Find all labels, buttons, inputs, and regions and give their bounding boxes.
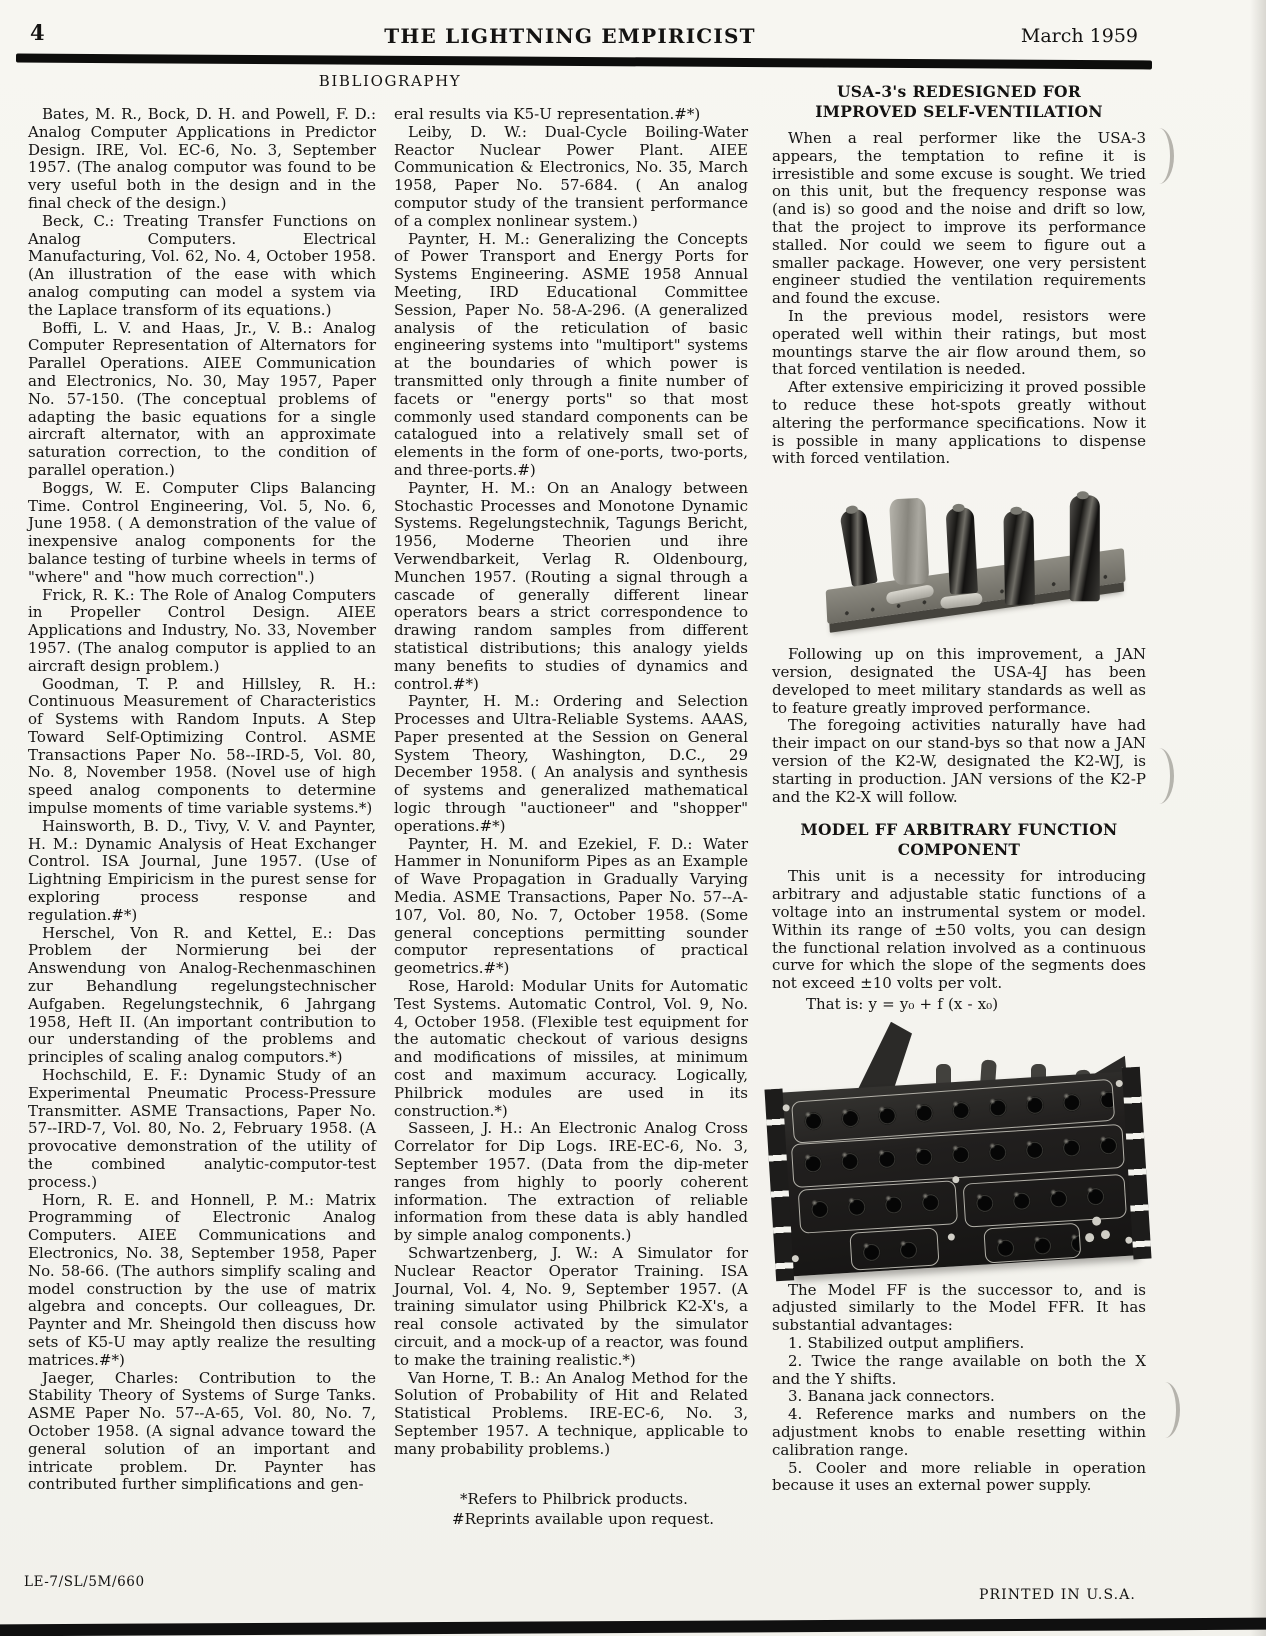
banana-jack [1092, 1216, 1102, 1226]
bib-entry-leiby: Leiby, D. W.: Dual-Cycle Boiling-Water Reactor Nuclear Power Plant. AIEE Communication & Electronics, No. 35, March 1958, Paper No. 57-684. ( An analog computor study of the transient performance of a complex nonlinear system.) [394, 122, 748, 230]
model-ff-photo [776, 1020, 1144, 1272]
usa3-heading-line2: IMPROVED SELF-VENTILATION [815, 101, 1103, 121]
scan-edge-shadow [1250, 0, 1266, 1636]
front-panel-shape [779, 1071, 1138, 1276]
panel-screw [1116, 1079, 1123, 1086]
bib-entry-paynter-3: Paynter, H. M.: Ordering and Selection Processes and Ultra-Reliable Systems. AAAS, Paper presented at the Session on General System Theory, Washington, D.C., 29 December 1958. ( An analysis and synthesis of systems and generalized mathematical logic through "auctioneer" and "shopper" operations.#*) [394, 692, 748, 835]
bib-entry-boffi: Boffi, L. V. and Haas, Jr., V. B.: Analog Computer Representation of Alternators for Parallel Operations. AIEE Communication and Electronics, No. 30, May 1957, Paper No. 57-150. (The conceptual problems of adapting the basic equations for a single aircraft alternator, with an approximate saturation correction, to the condition of parallel operation.) [28, 318, 376, 479]
knob-row [798, 1180, 958, 1234]
printed-in-usa: PRINTED IN U.S.A. [979, 1587, 1136, 1603]
bib-entry-vanhorne: Van Horne, T. B.: An Analog Method for the Solution of Probability of Hit and Related Statistical Problems. IRE-EC-6, No. 3, September 1957. A technique, applicable to many probability problems.) [394, 1368, 748, 1458]
banana-jack [1085, 1233, 1095, 1243]
vacuum-tube-shape [1070, 495, 1100, 601]
page-curl-mark [1150, 1382, 1180, 1438]
bib-entry-hochschild: Hochschild, E. F.: Dynamic Study of an Experimental Pneumatic Process-Pressure Transmitter. ASME Transactions, Paper No. 57--IRD-7, Vol. 80, No. 2, February 1958. (A provocative demonstration of the utility of the combined analytic-computor-test process.) [28, 1066, 376, 1191]
panel-screw [1125, 1236, 1132, 1243]
bib-entry-beck: Beck, C.: Treating Transfer Functions on Analog Computers. Electrical Manufacturing, Vol. 62, No. 4, October 1958. (An illustration of the ease with which analog computing can model a system via the Laplace transform of its equations.) [28, 211, 376, 319]
bibliography-column-2 [394, 106, 748, 1529]
footnote-asterisk: *Refers to Philbrick products. [460, 1489, 688, 1508]
knob-row [983, 1222, 1081, 1263]
model-ff-heading-line1: MODEL FF ARBITRARY FUNCTION [800, 820, 1118, 840]
bottom-scan-bar [0, 1618, 1266, 1636]
knob-row [849, 1227, 939, 1270]
model-ff-advantage-3: 3. Banana jack connectors. [788, 1387, 995, 1406]
panel-screw [952, 1176, 959, 1183]
bibliography-heading: BIBLIOGRAPHY [318, 72, 462, 90]
bib-entry-jaeger-continued: eral results via K5-U representation.#*) [394, 105, 701, 123]
usa3-paragraph-4: Following up on this improvement, a JAN version, designated the USA-4J has been developed to meet military standards as well as to feature greatly improved performance. [772, 645, 1146, 717]
issue-date: March 1959 [1020, 25, 1138, 47]
footnote-hash: #Reprints available upon request. [452, 1509, 715, 1528]
vacuum-tube-shape [1003, 511, 1035, 606]
bib-entry-jaeger: Jaeger, Charles: Contribution to the Stability Theory of Systems of Surge Tanks. ASME Paper No. 57--A-65, Vol. 80, No. 7, October 1958. (A signal advance toward the general solution of an important and intricate problem. Dr. Paynter has contributed further simplifications and gen- [28, 1368, 376, 1494]
bib-entry-sasseen: Sasseen, J. H.: An Electronic Analog Cross Correlator for Dip Logs. IRE-EC-6, No. 3, September 1957. (Data from the dip-meter ranges from highly to poorly coherent information. The extraction of reliable information from these data is ably handled by simple analog components.) [394, 1119, 748, 1245]
bib-entry-paynter-ezekiel: Paynter, H. M. and Ezekiel, F. D.: Water Hammer in Nonuniform Pipes as an Example of Wave Propagation in Gradually Varying Media. ASME Transactions, Paper No. 57--A-107, Vol. 80, No. 7, October 1958. (Some general conceptions permitting sounder computor representations of practical geometrics.#*) [394, 834, 748, 978]
mounting-flange [1122, 1066, 1152, 1259]
print-code: LE-7/SL/5M/660 [24, 1574, 145, 1590]
model-ff-successor-paragraph: The Model FF is the successor to, and is adjusted similarly to the Model FFR. It has substantial advantages: [772, 1280, 1146, 1335]
bib-entry-boggs: Boggs, W. E. Computer Clips Balancing Time. Control Engineering, Vol. 5, No. 6, June 1958. ( A demonstration of the value of inexpensive analog components for the balance testing of turbine wheels in terms of "where" and "how much correction".) [28, 478, 376, 586]
bib-entry-goodman: Goodman, T. P. and Hillsley, R. H.: Continuous Measurement of Characteristics of Systems with Random Inputs. A Step Toward Self-Optimizing Control. ASME Transactions Paper No. 58--IRD-5, Vol. 80, No. 8, November 1958. (Novel use of high speed analog components to determine impulse moments of time variable systems.*) [28, 674, 376, 818]
bibliography-column-1 [28, 106, 376, 1494]
usa3-paragraph-1: When a real performer like the USA-3 appears, the temptation to refine it is irresistible and some excuse is sought. We tried on this unit, but the frequency response was (and is) so good and the noise and drift so low, that the project to improve its performance stalled. Nor could we seem to figure out a smaller package. However, one very persistent engineer studied the ventilation requirements and found the excuse. [772, 129, 1146, 308]
page-curl-mark [1144, 128, 1174, 184]
bib-entry-schwartzenberg: Schwartzenberg, J. W.: A Simulator for Nuclear Reactor Operator Training. ISA Journal, Vol. 4, No. 9, September 1957. (A training simulator using Philbrick K2-X's, a real console activated by the simulator circuit, and a mock-up of a reactor, was found to make the training realistic.*) [394, 1244, 748, 1369]
usa3-heading-line1: USA-3's REDESIGNED FOR [836, 82, 1082, 101]
bib-entry-bates: Bates, M. R., Bock, D. H. and Powell, F. D.: Analog Computer Applications in Predictor Design. IRE, Vol. EC-6, No. 3, September 1957. (The analog computor was found to be very useful both in the design and in the final check of the design.) [28, 105, 376, 212]
model-ff-equation: That is: y = y₀ + f (x - x₀) [806, 994, 999, 1013]
knob-row [963, 1174, 1127, 1228]
panel-screw [948, 1233, 955, 1240]
usa3-paragraph-3: After extensive empiricizing it proved possible to reduce these hot-spots greatly without altering the performance specifications. Now it is possible in many applications to dispense with forced ventilation. [772, 378, 1146, 468]
model-ff-intro: This unit is a necessity for introducing arbitrary and adjustable static functions of a voltage into an instrumental system or model. Within its range of ±50 volts, you can design the functional relation involved as a continuous curve for which the slope of the segments does not exceed ±10 volts per volt. [772, 867, 1146, 993]
page-number: 4 [30, 20, 45, 45]
bib-entry-paynter-2: Paynter, H. M.: On an Analogy between Stochastic Processes and Monotone Dynamic Systems. Regelungstechnik, Tagungs Bericht, 1956, Moderne Theorien und ihre Verwendbarkeit, Verlag R. Oldenbourg, Munchen 1957. (Routing a signal through a cascade of generally different linear operators bears a strict correspondence to drawing random samples from different statistical distributions; this analogy yields many benefits to studies of dynamics and control.#*) [394, 478, 748, 693]
usa3-photo-scene [816, 465, 1136, 645]
panel-screw [792, 1255, 799, 1262]
model-ff-advantage-1: 1. Stabilized output amplifiers. [788, 1334, 1025, 1353]
usa3-paragraph-2: In the previous model, resistors were operated well within their ratings, but most mountings starve the air flow around them, so that forced ventilation is needed. [772, 306, 1146, 379]
model-ff-advantage-5: 5. Cooler and more reliable in operation because it uses an external power supply. [772, 1458, 1146, 1495]
usa3-article-heading [772, 82, 1146, 121]
header-rule [16, 54, 1152, 70]
banana-jack [1101, 1230, 1111, 1240]
model-ff-heading-line2: COMPONENT [897, 839, 1021, 859]
articles-column [772, 82, 1146, 1495]
vacuum-tube-shape [946, 507, 978, 594]
bib-entry-paynter-1: Paynter, H. M.: Generalizing the Concepts of Power Transport and Energy Ports for Systems Engineering. ASME 1958 Annual Meeting, IRD Educational Committee Session, Paper No. 58-A-296. (A generalized analysis of the reticulation of basic engineering systems into "multiport" systems at the boundaries of which power is transmitted only through a finite number of facets or "energy ports" so that most commonly used standard components can be catalogued into a relatively small set of elements in the form of one-ports, two-ports, and three-ports.#) [394, 229, 748, 479]
model-ff-article-heading [772, 820, 1146, 859]
capacitor-shape [889, 498, 929, 586]
usa3-photo [820, 473, 1132, 637]
bib-entry-rose: Rose, Harold: Modular Units for Automatic Test Systems. Automatic Control, Vol. 9, No. 4, October 1958. (Flexible test equipment for the automatic checkout of various designs and modifications of missiles, at minimum cost and maximum accuracy. Logically, Philbrick modules are used in its construction.*) [394, 977, 748, 1120]
bib-entry-herschel: Herschel, Von R. and Kettel, E.: Das Problem der Normierung bei der Answendung von Analog-Rechenmaschinen zur Behandlung regelungstechnischer Aufgaben. Regelungstechnik, 6 Jahrgang 1958, Heft II. (An important contribution to our understanding of the problems and principles of scaling analog computors.*) [28, 923, 376, 1067]
usa3-paragraph-5: The foregoing activities naturally have had their impact on our stand-bys so that now a JAN version of the K2-W, designated the K2-WJ, is starting in production. JAN versions of the K2-P and the K2-X will follow. [772, 716, 1146, 806]
page-curl-mark [1144, 748, 1174, 804]
bib-entry-horn: Horn, R. E. and Honnell, P. M.: Matrix Programming of Electronic Analog Computers. AIEE Communications and Electronics, No. 38, September 1958, Paper No. 58-66. (The authors simplify scaling and model construction by the use of matrix algebra and concepts. Our colleagues, Dr. Paynter and Mr. Sheingold then discuss how sets of K5-U may aptly realize the resulting matrices.#*) [28, 1190, 376, 1369]
bib-entry-hainsworth: Hainsworth, B. D., Tivy, V. V. and Paynter, H. M.: Dynamic Analysis of Heat Exchanger Control. ISA Journal, June 1957. (Use of Lightning Empiricism in the purest sense for exploring process response and regulation.#*) [28, 816, 376, 924]
bib-entry-frick: Frick, R. K.: The Role of Analog Computers in Propeller Control Design. AIEE Applications and Industry, No. 33, November 1957. (The analog computor is applied to an aircraft design problem.) [28, 585, 376, 675]
model-ff-advantage-4: 4. Reference marks and numbers on the adjustment knobs to enable resetting within calibration range. [772, 1405, 1146, 1459]
panel-screw [782, 1104, 789, 1111]
mounting-flange [764, 1088, 794, 1281]
bibliography-footnotes [394, 1489, 748, 1529]
publication-title: THE LIGHTNING EMPIRICIST [384, 24, 756, 48]
vacuum-tube-shape [839, 508, 878, 587]
model-ff-advantage-2: 2. Twice the range available on both the X and the Y shifts. [772, 1351, 1146, 1388]
